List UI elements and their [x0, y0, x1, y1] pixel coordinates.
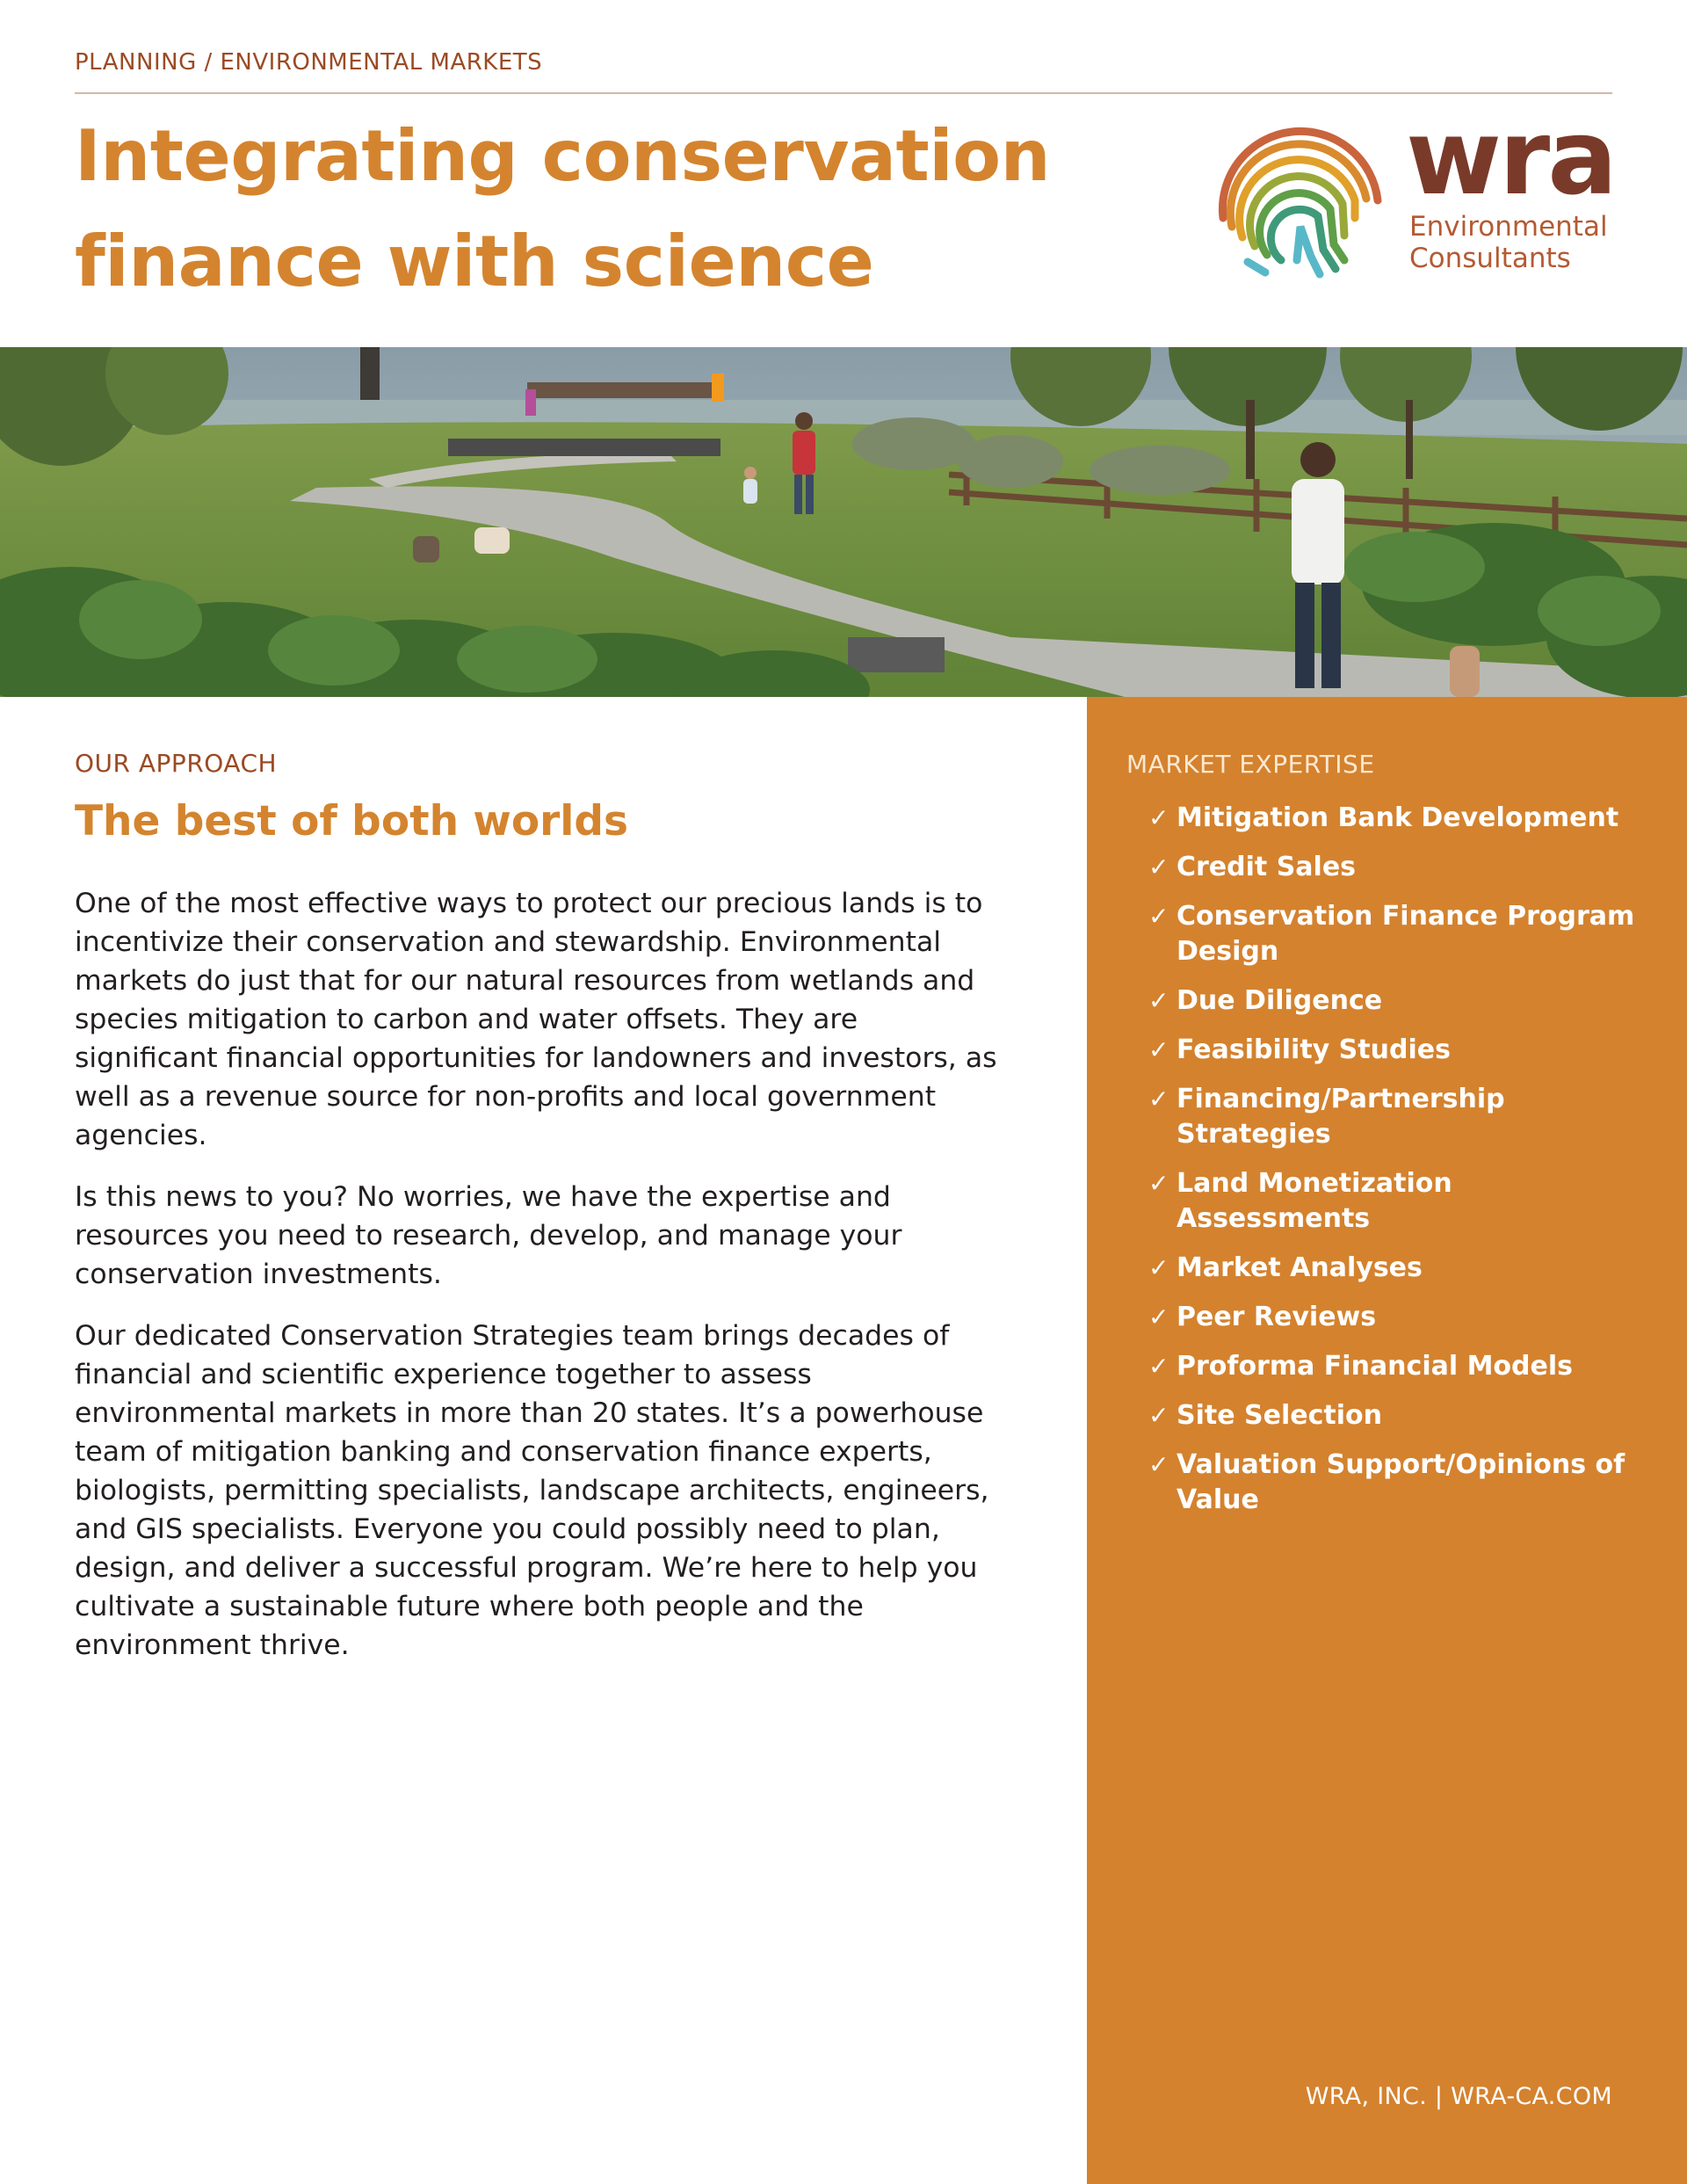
expertise-eyebrow: MARKET EXPERTISE: [1126, 750, 1375, 779]
wra-logo: [1213, 97, 1617, 279]
approach-paragraph-1: One of the most effective ways to protect our precious lands is to incentivize their conservation and stewardship. Environmental markets do just that for our natural resources from wetlands and species mitigation to carbon and water offsets. They are significant financial opportunities for landowners and investors, as well as a revenue source for non-profits and local government agencies.: [75, 888, 997, 1151]
header-divider: [75, 92, 1612, 94]
approach-title: The best of both worlds: [75, 797, 629, 845]
expertise-item: [1148, 1448, 1640, 1518]
expertise-item-label: Conservation Finance Program Design: [1177, 901, 1635, 967]
page-eyebrow: PLANNING / ENVIRONMENTAL MARKETS: [75, 49, 543, 76]
expertise-item: [1148, 1082, 1640, 1152]
expertise-item: [1148, 850, 1640, 885]
approach-eyebrow: OUR APPROACH: [75, 749, 278, 778]
checkmark-icon: ✓: [1148, 803, 1169, 832]
checkmark-icon: ✓: [1148, 1035, 1169, 1064]
expertise-item-label: Feasibility Studies: [1177, 1034, 1451, 1065]
checkmark-icon: ✓: [1148, 853, 1169, 882]
expertise-item-label: Site Selection: [1177, 1400, 1382, 1431]
expertise-item: [1148, 899, 1640, 969]
expertise-item: [1148, 1166, 1640, 1237]
expertise-item: [1148, 801, 1640, 836]
expertise-item-label: Market Analyses: [1177, 1252, 1423, 1283]
expertise-item-label: Due Diligence: [1177, 985, 1383, 1016]
approach-paragraph-3: Our dedicated Conservation Strategies team brings decades of financial and scientific experience together to assess environmental markets in more than 20 states. It’s a powerhouse team of mitigation banking and conservation finance experts, biologists, permitting specialists, landscape architects, engineers, and GIS specialists. Everyone you could possibly need to plan, design, and deliver a successful program. We’re here to help you cultivate a sustainable future where both people and the environment thrive.: [75, 1320, 989, 1661]
checkmark-icon: ✓: [1148, 1085, 1169, 1114]
expertise-list: [1148, 801, 1640, 1532]
approach-paragraph-2: Is this news to you? No worries, we have the expertise and resources you need to research, develop, and manage your conservation investments.: [75, 1181, 902, 1290]
expertise-item-label: Valuation Support/Opinions of Value: [1177, 1449, 1625, 1515]
approach-section: [75, 749, 1006, 1687]
logo-subtitle: [1409, 211, 1620, 274]
logo-wordmark: wra: [1406, 97, 1615, 218]
checkmark-icon: ✓: [1148, 1302, 1169, 1331]
expertise-item: [1148, 1398, 1640, 1433]
fingerprint-arc-logo-icon: [1213, 112, 1388, 279]
logo-subtitle-line-1: Environmental: [1409, 211, 1608, 243]
checkmark-icon: ✓: [1148, 1253, 1169, 1282]
expertise-item-label: Mitigation Bank Development: [1177, 802, 1619, 833]
expertise-item: [1148, 983, 1640, 1019]
checkmark-icon: ✓: [1148, 1169, 1169, 1198]
expertise-item-label: Proforma Financial Models: [1177, 1351, 1573, 1382]
checkmark-icon: ✓: [1148, 986, 1169, 1015]
expertise-item-label: Peer Reviews: [1177, 1302, 1377, 1332]
expertise-item-label: Financing/Partnership Strategies: [1177, 1084, 1505, 1150]
expertise-item-label: Land Monetization Assessments: [1177, 1168, 1452, 1234]
logo-subtitle-line-2: Consultants: [1409, 243, 1571, 274]
market-expertise-panel: [1087, 697, 1687, 2184]
expertise-item: [1148, 1251, 1640, 1286]
hero-image: [0, 347, 1687, 697]
checkmark-icon: ✓: [1148, 1401, 1169, 1430]
park-landscape-illustration-icon: [0, 347, 1687, 697]
checkmark-icon: ✓: [1148, 1352, 1169, 1381]
page-title-line-2: finance with science: [75, 221, 874, 302]
expertise-item-label: Credit Sales: [1177, 852, 1357, 882]
expertise-item: [1148, 1349, 1640, 1384]
checkmark-icon: ✓: [1148, 1450, 1169, 1479]
page-title-line-1: Integrating conservation: [75, 115, 1051, 197]
footer-contact: WRA, INC. | WRA-CA.COM: [1305, 2083, 1612, 2110]
checkmark-icon: ✓: [1148, 902, 1169, 931]
page-title: [75, 104, 1085, 315]
expertise-item: [1148, 1033, 1640, 1068]
expertise-item: [1148, 1300, 1640, 1335]
